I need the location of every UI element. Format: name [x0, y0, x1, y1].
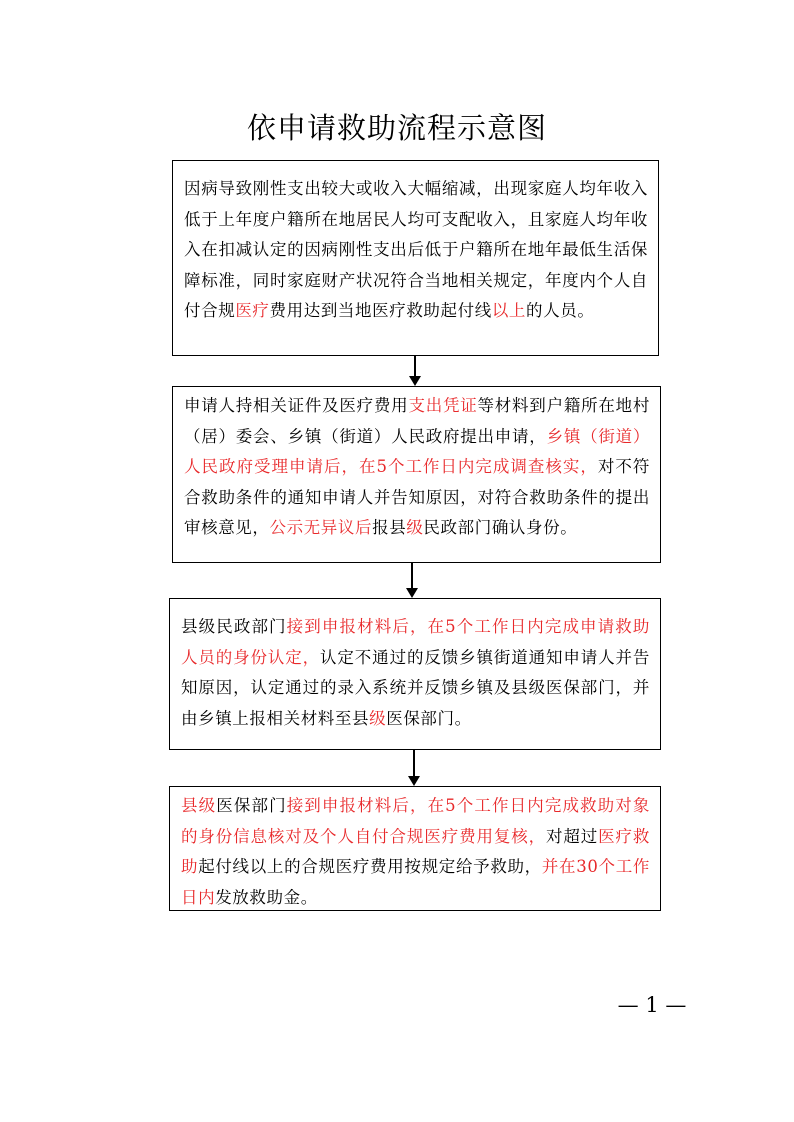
step-text: 发放救助金。	[215, 887, 318, 907]
flow-arrow-down-icon	[406, 563, 418, 598]
highlighted-text: 县级	[181, 796, 217, 815]
highlighted-text: 支出凭证	[408, 396, 478, 415]
flow-step-4-medical-insurance-payment	[169, 786, 661, 911]
step-text: 申请人持相关证件及医疗费用	[184, 396, 409, 415]
step-text: 起付线以上的合规医疗费用按规定给予救助，	[198, 857, 542, 876]
highlighted-text: 以上	[491, 301, 527, 320]
highlighted-text: 接到申报材料后，在5个工作日内完成申请救助人员的身份认定，	[181, 617, 650, 667]
page-number: — 1 —	[617, 993, 687, 1017]
step-text: 费用达到当地医疗救助起付线	[269, 301, 492, 320]
highlighted-text: 级	[406, 518, 424, 537]
step-text: 医保部门。	[386, 708, 472, 728]
flow-step-2-application	[172, 386, 661, 563]
step-text: 认定不通过的反馈乡镇街道通知申请人并告知原因，认定通过的录入系统并反馈乡镇及县级医保部门，并由乡镇上报相关材料至县	[181, 647, 650, 728]
flow-arrow-down-icon	[409, 356, 421, 386]
flow-step-1-eligibility	[172, 160, 659, 356]
highlighted-text: 接到申报材料后，在5个工作日内完成救助对象的身份信息核对及个人自付合规医疗费用复核，	[181, 796, 651, 846]
highlighted-text: 并在30个工作日内	[181, 857, 650, 907]
step-text: 等材料到户籍所在地村（居）委会、乡镇（街道）人民政府提出申请，	[184, 396, 650, 446]
highlighted-text: 公示无异议后	[269, 518, 373, 537]
step-text: 因病导致刚性支出较大或收入大幅缩减，出现家庭人均年收入低于上年度户籍所在地居民人均可支配收入，且家庭人均年收入在扣减认定的因病刚性支出后低于户籍所在地年最低生活保障标准，同时家庭财产状况符合当地相关规定，年度内个人自付合规	[184, 179, 648, 320]
highlighted-text: 级	[369, 708, 387, 728]
step-text: 的人员。	[526, 301, 595, 320]
highlighted-text: 医疗	[235, 301, 270, 320]
flow-step-3-civil-affairs-review	[169, 598, 661, 750]
highlighted-text: 医疗救助	[181, 826, 650, 876]
step-text: 县级民政部门	[181, 617, 287, 636]
step-text: 医保部门	[216, 796, 287, 815]
step-text: 对不符合救助条件的通知申请人并告知原因，对符合救助条件的提出审核意见，	[184, 457, 650, 537]
step-text: 民政部门确认身份。	[423, 518, 578, 537]
step-text: 报县	[372, 518, 407, 537]
flow-arrow-down-icon	[408, 750, 420, 786]
page-title: 依申请救助流程示意图	[246, 111, 547, 145]
step-text: 对超过	[545, 826, 599, 846]
highlighted-text: 乡镇（街道）人民政府受理申请后，在5个工作日内完成调查核实，	[184, 426, 650, 476]
